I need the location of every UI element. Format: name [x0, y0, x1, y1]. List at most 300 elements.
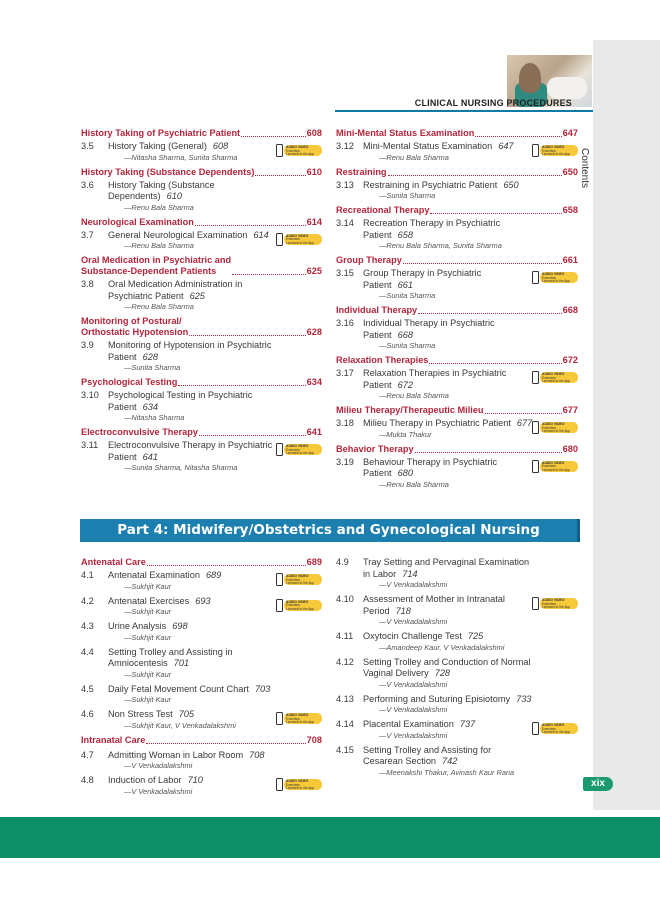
badge-line2: Exercises: [542, 601, 556, 606]
entry-title: Individual Therapy in Psychiatric Patient: [363, 318, 495, 340]
entry-page: 641: [142, 451, 158, 462]
badge-line1: AUDIO VIDEO: [542, 598, 565, 602]
section-heading[interactable]: [81, 427, 322, 438]
audio-video-badge[interactable]: [276, 711, 322, 726]
entry-author: —Sunita Sharma: [124, 363, 181, 372]
toc-entry[interactable]: [81, 596, 322, 618]
entry-page: 708: [249, 749, 265, 760]
badge-line1: AUDIO VIDEO: [286, 713, 309, 717]
entry-number: 4.11: [336, 631, 354, 641]
badge-line2: Exercises: [542, 425, 556, 430]
phone-icon: [532, 597, 539, 610]
entry-page: 668: [397, 329, 413, 340]
toc-entry[interactable]: [81, 141, 322, 163]
toc-entry[interactable]: [81, 750, 322, 772]
entry-number: 3.8: [81, 279, 94, 289]
badge-line2: Exercises: [286, 237, 300, 242]
entry-body: [108, 709, 278, 731]
entry-author: —Sunita Sharma: [379, 191, 436, 200]
section-heading[interactable]: [336, 305, 578, 316]
entry-title: Oral Medication Administration in Psychiatric Patient: [108, 279, 243, 301]
badge-line2: Exercises: [286, 716, 300, 721]
audio-video-badge[interactable]: [532, 143, 578, 158]
entry-author: —V Venkadalakshmi: [379, 617, 448, 626]
badge-label: [540, 372, 578, 383]
leader-dots: [403, 263, 562, 264]
audio-video-badge[interactable]: [532, 420, 578, 435]
badge-label: [540, 145, 578, 156]
section-title: Psychological Testing: [81, 377, 178, 387]
entry-page: 705: [178, 709, 195, 719]
badge-line3: Licensed to the App: [286, 240, 315, 245]
badge-label: [284, 444, 322, 455]
badge-label: [540, 461, 578, 472]
entry-number: 4.3: [81, 621, 94, 631]
toc-entry[interactable]: [81, 647, 322, 680]
audio-video-badge[interactable]: [532, 270, 578, 285]
entry-number: 4.9: [336, 557, 349, 567]
badge-line1: AUDIO VIDEO: [286, 233, 309, 238]
badge-line1: AUDIO VIDEO: [286, 145, 309, 149]
footer-band: [0, 817, 660, 858]
phone-icon: [276, 144, 283, 157]
toc-entry[interactable]: [336, 457, 578, 490]
entry-title: Setting Trolley and Assisting in Amniocentesis: [108, 646, 233, 668]
entry-body: [108, 390, 278, 423]
toc-entry[interactable]: [336, 719, 578, 741]
section-page: 647: [562, 128, 578, 138]
entry-title: Restraining in Psychiatric Patient: [363, 179, 498, 190]
entry-number: 3.19: [336, 456, 354, 467]
audio-video-badge[interactable]: [532, 370, 578, 385]
audio-video-badge[interactable]: [276, 232, 322, 247]
toc-entry[interactable]: [336, 141, 578, 163]
section-page: 628: [306, 327, 322, 337]
entry-author: —Renu Bala Sharma: [124, 202, 194, 212]
toc-entry[interactable]: [336, 218, 578, 251]
section-page: 689: [306, 557, 322, 567]
badge-line3: Licensed to the App: [286, 152, 315, 156]
phone-icon: [276, 443, 283, 456]
badge-line3: Licensed to the App: [286, 581, 315, 585]
entry-body: [363, 694, 533, 716]
badge-line1: AUDIO VIDEO: [542, 372, 565, 376]
section-page: 634: [306, 377, 322, 387]
phone-icon: [532, 722, 539, 735]
toc-entry[interactable]: [336, 557, 578, 590]
entry-body: [363, 557, 533, 590]
entry-title: Psychological Testing in Psychiatric Patient: [108, 390, 253, 412]
leader-dots: [415, 452, 562, 453]
toc-entry[interactable]: [81, 621, 322, 643]
badge-line3: Licensed to the App: [542, 467, 571, 472]
entry-author: —Renu Bala Sharma: [379, 152, 449, 162]
toc-entry[interactable]: [336, 745, 578, 778]
section-title: Milieu Therapy/Therapeutic Milieu: [336, 405, 484, 415]
badge-label: [540, 422, 578, 433]
entry-page: 710: [187, 775, 203, 785]
section-page: 641: [306, 427, 322, 437]
entry-page: 718: [395, 605, 411, 616]
audio-video-badge[interactable]: [532, 596, 578, 611]
audio-video-badge[interactable]: [276, 442, 322, 457]
entry-body: [108, 596, 278, 618]
phone-icon: [532, 144, 539, 157]
badge-line1: AUDIO VIDEO: [542, 422, 565, 426]
leader-dots: [241, 136, 306, 137]
section-heading[interactable]: [336, 128, 578, 139]
entry-number: 3.13: [336, 179, 354, 190]
entry-page: 634: [142, 401, 158, 412]
header-rule: [335, 110, 593, 112]
leader-dots: [475, 136, 561, 137]
entry-body: [363, 180, 533, 202]
entry-title: History Taking (Substance Dependents): [108, 179, 215, 201]
section-page: 658: [562, 205, 578, 215]
leader-dots: [429, 363, 561, 364]
entry-page: 737: [459, 719, 476, 729]
badge-line3: Licensed to the App: [542, 152, 571, 156]
entry-author: —Sukhjit Kaur, V Venkadalakshmi: [124, 720, 236, 730]
entry-number: 4.15: [336, 744, 354, 755]
badge-line3: Licensed to the App: [542, 429, 571, 433]
entry-number: 3.6: [81, 179, 94, 190]
banner-edge: [577, 519, 580, 542]
toc-entry[interactable]: [81, 340, 322, 373]
section-heading[interactable]: [81, 735, 322, 746]
section-page: 610: [306, 166, 322, 177]
entry-author: —Sukhjit Kaur: [124, 669, 172, 679]
entry-body: [108, 141, 278, 163]
entry-title: Setting Trolley and Conduction of Normal Vaginal Delivery: [363, 656, 531, 678]
badge-line3: Licensed to the App: [542, 279, 571, 283]
entry-number: 4.12: [336, 656, 354, 667]
entry-number: 4.5: [81, 683, 94, 694]
entry-author: —Nitasha Sharma, Sunita Sharma: [124, 152, 238, 162]
entry-body: [363, 631, 533, 653]
entry-page: 733: [516, 693, 532, 704]
section-heading[interactable]: [336, 255, 578, 266]
entry-page: 672: [397, 379, 413, 390]
leader-dots: [232, 274, 306, 275]
entry-title: Milieu Therapy in Psychiatric Patient: [363, 418, 511, 428]
badge-line1: AUDIO VIDEO: [542, 145, 565, 149]
entry-title: General Neurological Examination: [108, 229, 248, 240]
toc-entry[interactable]: [336, 418, 578, 440]
toc-entry[interactable]: [81, 230, 322, 252]
entry-body: [108, 684, 278, 706]
phone-icon: [276, 573, 283, 586]
leader-dots: [195, 225, 306, 226]
toc-entry[interactable]: [336, 594, 578, 627]
entry-author: —Sukhjit Kaur: [124, 581, 172, 591]
toc-entry[interactable]: [336, 657, 578, 690]
entry-page: 650: [503, 179, 519, 190]
badge-line2: Exercises: [286, 782, 300, 787]
entry-title: Admitting Woman in Labor Room: [108, 749, 244, 760]
section-title: Electroconvulsive Therapy: [81, 427, 198, 437]
entry-number: 4.14: [336, 719, 354, 729]
section-page: 650: [562, 166, 578, 177]
entry-page: 703: [254, 683, 271, 694]
entry-author: —Renu Bala Sharma, Sunita Sharma: [379, 241, 502, 250]
badge-label: [540, 598, 578, 609]
toc-entry[interactable]: [336, 368, 578, 401]
entry-author: —Mukta Thakur: [379, 429, 432, 439]
entry-number: 3.11: [81, 440, 99, 450]
entry-author: —Amandeep Kaur, V Venkadalakshmi: [379, 642, 505, 652]
badge-line1: AUDIO VIDEO: [542, 460, 565, 465]
entry-number: 4.6: [81, 709, 94, 719]
badge-line2: Exercises: [542, 726, 556, 731]
entry-author: —V Venkadalakshmi: [124, 786, 193, 796]
phone-icon: [276, 233, 283, 246]
entry-body: [108, 340, 278, 373]
entry-title: Daily Fetal Movement Count Chart: [108, 683, 249, 694]
section-title: Restraining: [336, 166, 387, 177]
entry-number: 3.14: [336, 218, 354, 228]
section-title: History Taking (Substance Dependents): [81, 166, 255, 177]
entry-body: [363, 141, 533, 163]
running-header-title: CLINICAL NURSING PROCEDURES: [414, 98, 572, 108]
entry-author: —Renu Bala Sharma: [124, 241, 194, 250]
audio-video-badge[interactable]: [276, 777, 322, 792]
entry-body: [363, 657, 533, 690]
section-title: Neurological Examination: [81, 216, 194, 227]
audio-video-badge[interactable]: [276, 598, 322, 613]
badge-label: [284, 600, 322, 611]
section-heading[interactable]: [81, 167, 322, 178]
section-title: Behavior Therapy: [336, 443, 414, 454]
section-title: Monitoring of Postural/ Orthostatic Hypotension: [81, 316, 189, 337]
section-title: Relaxation Therapies: [336, 355, 429, 365]
badge-line2: Exercises: [542, 375, 556, 380]
entry-body: [108, 621, 278, 643]
badge-line1: AUDIO VIDEO: [542, 272, 565, 276]
toc-entry[interactable]: [81, 684, 322, 706]
phone-icon: [532, 271, 539, 284]
phone-icon: [276, 712, 283, 725]
entry-number: 3.9: [81, 340, 94, 350]
audio-video-badge[interactable]: [532, 459, 578, 474]
entry-body: [363, 457, 533, 490]
entry-author: —Sukhjit Kaur: [124, 632, 172, 642]
section-heading[interactable]: [81, 255, 322, 277]
leader-dots: [418, 313, 561, 314]
entry-author: —Sunita Sharma: [379, 341, 436, 350]
leader-dots: [146, 743, 305, 744]
section-page: 661: [562, 255, 578, 265]
entry-author: —Nitasha Sharma: [124, 413, 185, 422]
audio-video-badge[interactable]: [276, 572, 322, 587]
badge-line3: Licensed to the App: [286, 786, 315, 790]
toc-entry[interactable]: [336, 631, 578, 653]
entry-page: 625: [189, 290, 205, 301]
entry-number: 3.16: [336, 318, 354, 328]
badge-line3: Licensed to the App: [542, 730, 571, 734]
entry-page: 610: [166, 191, 182, 201]
leader-dots: [485, 413, 562, 414]
entry-title: Induction of Labor: [108, 775, 182, 785]
toc-entry[interactable]: [336, 318, 578, 351]
toc-column-left-upper: [81, 128, 322, 473]
phone-icon: [276, 599, 283, 612]
entry-title: Antenatal Exercises: [108, 595, 190, 606]
badge-label: [284, 779, 322, 790]
entry-title: Electroconvulsive Therapy in Psychiatric Patient: [108, 440, 273, 462]
badge-line1: AUDIO VIDEO: [286, 599, 309, 604]
page-number-badge: xix: [583, 777, 613, 791]
section-page: 614: [306, 216, 322, 227]
entry-page: 658: [397, 229, 413, 240]
leader-dots: [430, 213, 561, 214]
section-heading[interactable]: [81, 557, 322, 568]
section-heading[interactable]: [81, 377, 322, 388]
leader-dots: [255, 175, 305, 176]
leader-dots: [189, 335, 305, 336]
part-4-banner: Part 4: Midwifery/Obstetrics and Gynecological Nursing: [80, 519, 577, 542]
entry-author: —Sunita Sharma, Nitasha Sharma: [124, 463, 238, 472]
entry-body: [363, 368, 533, 401]
entry-title: Antenatal Examination: [108, 570, 200, 580]
entry-page: 628: [142, 351, 158, 362]
entry-page: 608: [212, 141, 229, 151]
section-heading[interactable]: [336, 205, 578, 216]
section-title: Mini-Mental Status Examination: [336, 128, 475, 138]
section-title: Recreational Therapy: [336, 205, 430, 215]
leader-dots: [199, 435, 306, 436]
entry-body: [363, 745, 533, 778]
section-page: 680: [562, 443, 578, 454]
entry-author: —Sukhjit Kaur: [124, 695, 172, 704]
badge-line3: Licensed to the App: [542, 605, 571, 609]
entry-author: —Sunita Sharma: [379, 291, 436, 300]
leader-dots: [147, 565, 306, 566]
entry-page: 714: [402, 568, 418, 579]
entry-title: Relaxation Therapies in Psychiatric Patient: [363, 368, 507, 390]
entry-page: 677: [516, 418, 533, 428]
entry-page: 614: [253, 229, 269, 240]
badge-line1: AUDIO VIDEO: [286, 574, 309, 578]
section-heading[interactable]: [336, 167, 578, 178]
badge-line2: Exercises: [286, 577, 300, 582]
entry-number: 4.4: [81, 646, 94, 657]
entry-title: Non Stress Test: [108, 709, 173, 719]
section-page: 625: [306, 266, 322, 276]
badge-line2: Exercises: [286, 603, 300, 608]
toc-entry[interactable]: [81, 570, 322, 592]
toc-entry[interactable]: [81, 279, 322, 312]
side-label: Contents: [579, 148, 590, 189]
badge-line2: Exercises: [542, 148, 556, 153]
badge-line1: AUDIO VIDEO: [286, 779, 309, 783]
entry-title: History Taking (General): [108, 141, 207, 151]
badge-line1: AUDIO VIDEO: [286, 444, 309, 448]
section-heading[interactable]: [81, 316, 322, 338]
entry-page: 701: [173, 658, 190, 668]
section-title: History Taking of Psychiatric Patient: [81, 128, 241, 138]
badge-line2: Exercises: [542, 464, 556, 469]
entry-body: [108, 279, 278, 312]
entry-body: [108, 750, 278, 772]
entry-body: [108, 570, 278, 592]
section-title: Intranatal Care: [81, 734, 146, 745]
entry-author: —V Venkadalakshmi: [379, 730, 448, 740]
entry-title: Mini-Mental Status Examination: [363, 141, 493, 151]
entry-number: 4.2: [81, 595, 94, 606]
section-heading[interactable]: [81, 217, 322, 228]
toc-entry[interactable]: [81, 180, 322, 213]
toc-column-right-lower: [336, 557, 578, 778]
entry-number: 3.18: [336, 418, 354, 428]
section-page: 708: [306, 734, 322, 745]
entry-author: —Renu Bala Sharma: [124, 302, 194, 311]
toc-entry[interactable]: [81, 709, 322, 731]
entry-number: 4.13: [336, 693, 354, 704]
entry-author: —Renu Bala Sharma: [379, 391, 449, 400]
entry-title: Behaviour Therapy in Psychiatric Patient: [363, 456, 498, 478]
entry-title: Tray Setting and Pervaginal Examination in Labor: [363, 557, 530, 579]
entry-title: Placental Examination: [363, 719, 454, 729]
entry-body: [108, 440, 278, 473]
badge-label: [284, 713, 322, 724]
section-title: Antenatal Care: [81, 557, 146, 567]
phone-icon: [532, 460, 539, 473]
audio-video-badge[interactable]: [276, 143, 322, 158]
toc-entry[interactable]: [336, 694, 578, 716]
badge-line2: Exercises: [542, 275, 556, 280]
entry-body: [108, 230, 278, 252]
toc-entry[interactable]: [81, 775, 322, 797]
entry-page: 693: [195, 595, 211, 606]
entry-author: —V Venkadalakshmi: [379, 679, 448, 689]
entry-number: 3.7: [81, 229, 94, 240]
toc-entry[interactable]: [81, 390, 322, 423]
section-title: Oral Medication in Psychiatric and Substance-Dependent Patients: [81, 255, 232, 276]
badge-label: [284, 145, 322, 156]
audio-video-badge[interactable]: [532, 721, 578, 736]
badge-label: [284, 574, 322, 585]
entry-author: —V Venkadalakshmi: [379, 580, 448, 589]
section-heading[interactable]: [336, 444, 578, 455]
entry-body: [363, 418, 533, 440]
toc-column-right-upper: [336, 128, 578, 490]
entry-page: 647: [498, 141, 514, 151]
entry-number: 3.5: [81, 141, 94, 151]
section-heading[interactable]: [81, 128, 322, 139]
entry-author: —Renu Bala Sharma: [379, 479, 449, 489]
toc-entry[interactable]: [81, 440, 322, 473]
badge-label: [540, 723, 578, 734]
badge-line2: Exercises: [286, 148, 300, 153]
entry-body: [363, 218, 533, 251]
toc-entry[interactable]: [336, 268, 578, 301]
entry-number: 3.12: [336, 141, 354, 151]
toc-entry[interactable]: [336, 180, 578, 202]
entry-title: Oxytocin Challenge Test: [363, 631, 462, 641]
entry-title: Setting Trolley and Assisting for Cesarean Section: [363, 744, 492, 766]
badge-line3: Licensed to the App: [286, 451, 315, 455]
side-tab-band: [593, 40, 660, 810]
section-heading[interactable]: [336, 355, 578, 366]
entry-title: Performing and Suturing Episiotomy: [363, 693, 511, 704]
entry-page: 698: [172, 621, 188, 631]
entry-number: 3.17: [336, 368, 354, 378]
entry-page: 689: [205, 570, 222, 580]
section-heading[interactable]: [336, 405, 578, 416]
section-page: 672: [562, 355, 578, 365]
entry-title: Group Therapy in Psychiatric Patient: [363, 268, 482, 290]
